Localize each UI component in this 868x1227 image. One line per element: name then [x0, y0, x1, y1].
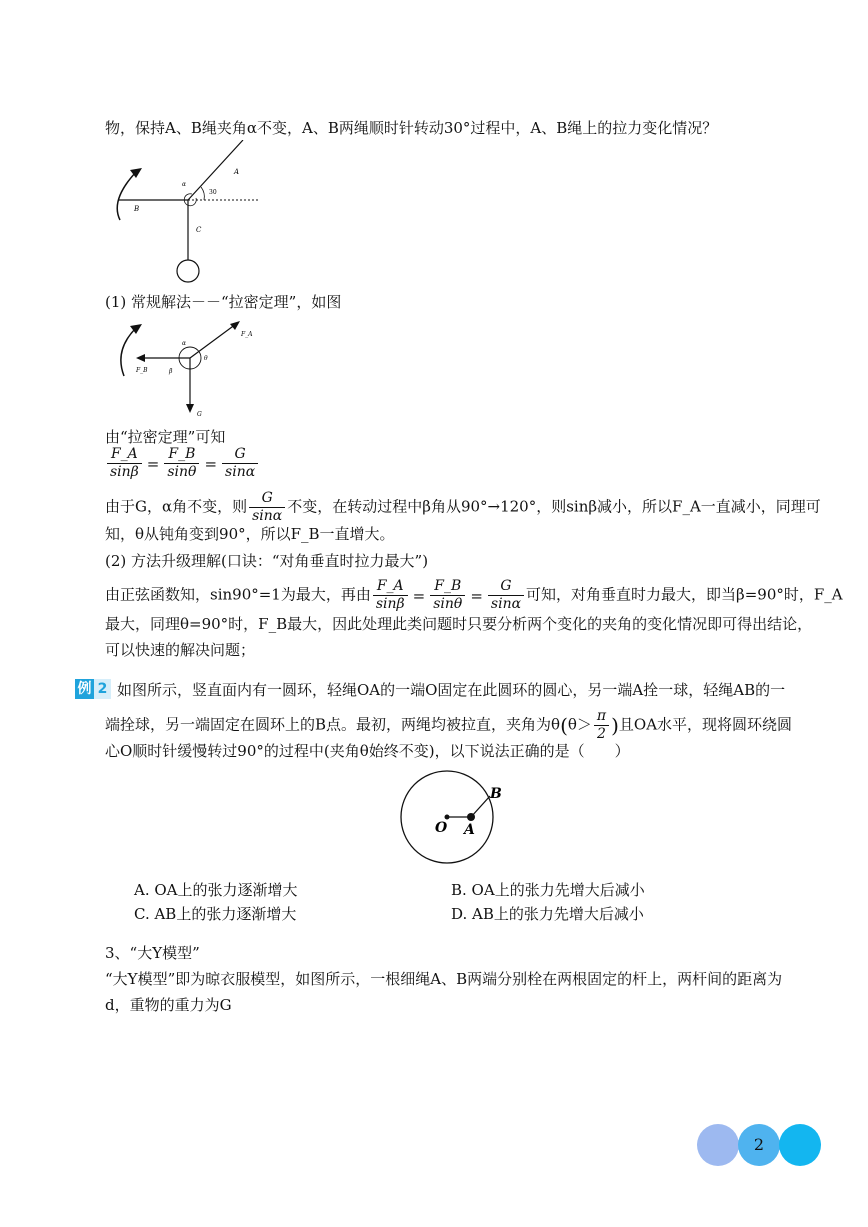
page-circle-3	[779, 1124, 821, 1166]
para1-line2: 知，θ从钝角变到90°，所以F_B一直增大。	[105, 525, 395, 543]
lami-formula: $\frac{F\_A}{\sin\beta}$ = $\frac{F\_B}{\sin\theta}$ = $\frac{G}{\sin\alpha}$	[105, 446, 260, 481]
para2-line1: 由正弦函数知，sin90°=1为最大，再由 $\frac{F\_A}{\sin\beta}$ = $\frac{F\_B}{\sin\theta}$ = $\frac{G}{\sin\alpha}$ 可知，对角垂直时力最大，即当β=90°时，F_A	[105, 578, 843, 612]
example-badge	[75, 679, 111, 699]
fraction-pi-half: $\frac{\pi}{2}$	[594, 708, 609, 743]
ball	[177, 260, 199, 282]
label-c: C	[196, 226, 202, 234]
label-beta: β	[169, 368, 173, 375]
label-b: B	[134, 205, 140, 213]
section3-line2: d，重物的重力为G	[105, 996, 232, 1014]
figure-ring	[395, 768, 510, 868]
lami-intro: 由“拉密定理”可知	[105, 428, 226, 446]
fraction-g-sinalpha: $\frac{G}{\sin\alpha}$	[249, 490, 285, 525]
label-fa: F_A	[241, 331, 253, 338]
ball-a	[467, 813, 475, 821]
option-d[interactable]: D. AB上的张力先增大后减小	[451, 905, 644, 923]
option-a[interactable]: A. OA上的张力逐渐增大	[134, 881, 298, 899]
option-b[interactable]: B. OA上的张力先增大后减小	[451, 881, 645, 899]
section3-title: 3、“大Y模型”	[105, 944, 200, 962]
label-a: A	[234, 168, 240, 176]
para2-line3: 可以快速的解决问题；	[105, 641, 256, 659]
force-fb-arrowhead	[136, 354, 145, 362]
rope-ab	[471, 796, 490, 817]
page-circle-1	[697, 1124, 739, 1166]
para2-line2: 最大，同理θ=90°时，F_B最大，因此处理此类问题时只要分析两个变化的夹角的变化情况即可得出结论，	[105, 615, 813, 633]
fraction-fb: $\frac{F\_B}{\sin\theta}$	[164, 446, 199, 481]
figure-rope-ball	[108, 140, 268, 285]
para1-line1: 由于G，α角不变，则 $\frac{G}{\sin\alpha}$ 不变，在转动过程中β角从90°→120°，则sinβ减小，所以F_A一直减小，同理可	[105, 490, 821, 524]
page-number: 2	[753, 1135, 765, 1154]
force-g-arrowhead	[186, 404, 194, 413]
label-alpha: α	[182, 340, 187, 347]
method2-heading: (2) 方法升级理解(口诀：“对角垂直时拉力最大”)	[105, 552, 429, 570]
label-o: O	[435, 820, 448, 836]
force-fa-arrowhead	[230, 321, 240, 330]
force-fa-line	[190, 324, 236, 358]
rotation-arrow	[121, 328, 136, 376]
fraction-fa: $\frac{F\_A}{\sin\beta}$	[107, 446, 142, 481]
section3-line1: “大Y模型”即为晾衣服模型，如图所示，一根细绳A、B两端分别栓在两根固定的杆上，两杆间的距离为	[105, 970, 783, 988]
example-line3: 心O顺时针缓慢转过90°的过程中(夹角θ始终不变)，以下说法正确的是（ ）	[105, 742, 630, 760]
label-a: A	[464, 822, 475, 838]
example-badge-number: 2	[94, 679, 111, 699]
intro-text: 物，保持A、B绳夹角α不变，A、B两绳顺时针转动30°过程中，A、B绳上的拉力变化情况？	[105, 119, 718, 137]
example-line1: 如图所示，竖直面内有一圆环，轻绳OA的一端O固定在此圆环的圆心，另一端A拴一球，轻绳AB的一	[117, 681, 786, 699]
example-line2: 端拴球，另一端固定在圆环上的B点。最初，两绳均被拉直，夹角为θ(θ＞ $\frac{\pi}{2}$ )且OA水平，现将圆环绕圆	[105, 708, 793, 742]
label-fb: F_B	[136, 367, 148, 374]
label-alpha: α	[182, 181, 187, 188]
point-o	[445, 815, 450, 820]
label-theta: θ	[204, 355, 208, 362]
angle-30-arc	[201, 187, 204, 200]
example-badge-label: 例	[75, 679, 94, 699]
method1-heading: (1) 常规解法－－“拉密定理”，如图	[105, 293, 342, 311]
figure-force-diagram	[108, 316, 258, 421]
fraction-g: $\frac{G}{\sin\alpha}$	[222, 446, 258, 481]
label-b: B	[490, 786, 502, 802]
option-c[interactable]: C. AB上的张力逐渐增大	[134, 905, 297, 923]
label-g: G	[197, 411, 202, 418]
label-30: 30	[209, 189, 217, 196]
